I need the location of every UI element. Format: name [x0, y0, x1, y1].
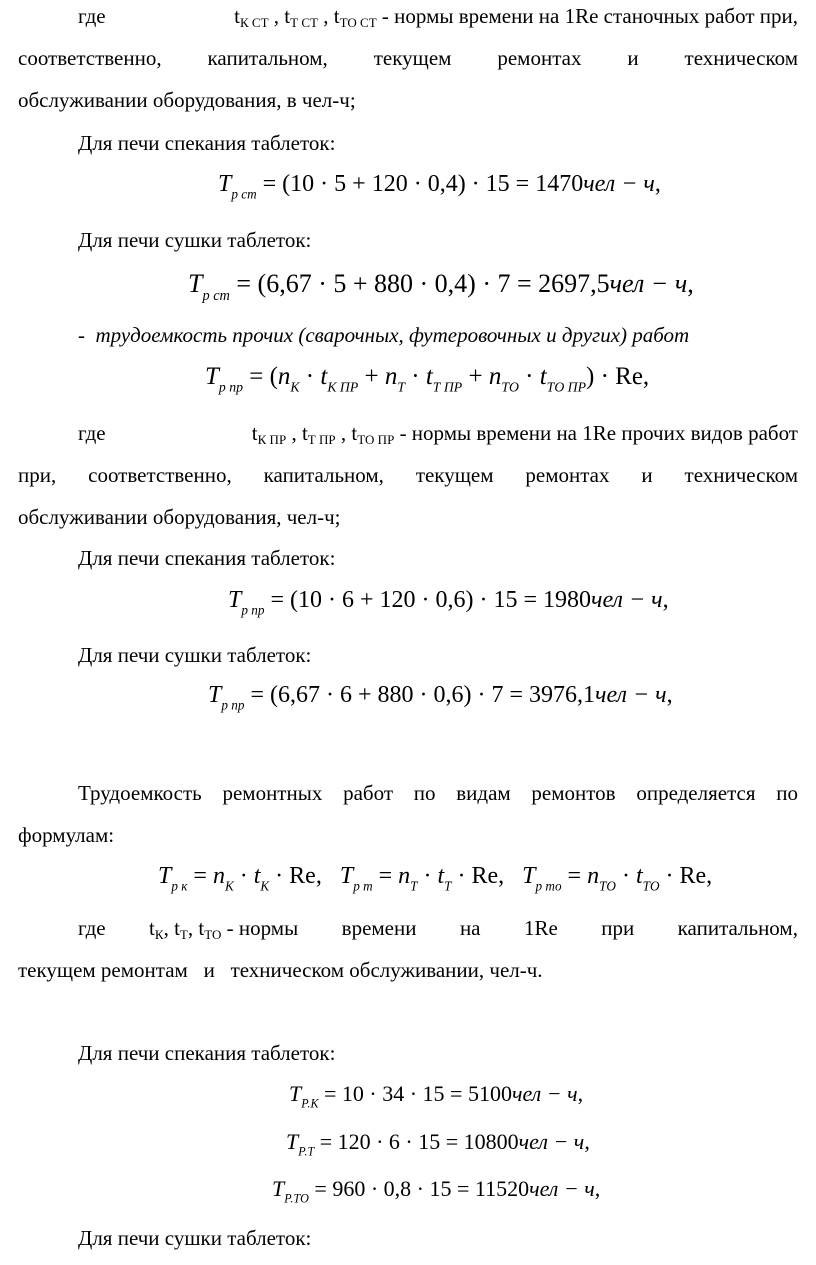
paragraph-2-line-1 — [78, 421, 798, 446]
equation-3: $T_{р пр} = (n_К \cdot t_{К ПР} + n_Т \cdot t_{Т ПР} + n_{ТО} \cdot t_{ТО ПР}) \cdot Re$, — [205, 363, 650, 395]
equation-4: $T_{р пр} = (10 \cdot 6 + 120 \cdot 0,6) \cdot 15 = 1980чел - ч$, — [228, 587, 669, 618]
heading-drying-1: Для печи сушки таблеток: — [78, 228, 312, 252]
equation-5: $T_{р пр} = (6,67 \cdot 6 + 880 \cdot 0,6) \cdot 7 = 3976,1чел - ч$, — [208, 682, 673, 713]
equation-8: $T_{Р.Т} = 120 \cdot 6 \cdot 15 = 10800чел - ч$, — [286, 1129, 590, 1159]
equation-1: $T_{р ст} = (10 \cdot 5 + 120 \cdot 0,4) \cdot 15 = 1470чел - ч$, — [218, 171, 661, 202]
heading-drying-2: Для печи сушки таблеток: — [78, 643, 312, 667]
paragraph-1-line-1 — [78, 4, 798, 29]
paragraph-4-line-2: текущем ремонтам и техническом обслуживании, чел-ч. — [18, 958, 543, 982]
word-gde: где — [78, 4, 106, 28]
paragraph-2-line-2: при, соответственно, капитальном, текущем ремонтах и техническом — [18, 463, 798, 487]
word-gde: где — [78, 421, 106, 445]
paragraph-1-line-3: обслуживании оборудования, в чел-ч; — [18, 88, 356, 112]
heading-sintering-2: Для печи спекания таблеток: — [78, 546, 336, 570]
paragraph-3-line-2: формулам: — [18, 823, 115, 847]
paragraph-1-line-2: соответственно, капитальном, текущем ремонтах и техническом — [18, 46, 798, 70]
paragraph-4-line-1: где $t_К$, $t_Т$, $t_{ТО}$ - нормы времени на 1Re при капитальном, — [78, 916, 798, 943]
heading-drying-3: Для печи сушки таблеток: — [78, 1226, 312, 1250]
paragraph-3-line-1: Трудоемкость ремонтных работ по видам ремонтов определяется по — [78, 781, 798, 805]
bullet-other-works: - трудоемкость прочих (сварочных, футеровочных и других) работ — [78, 323, 690, 347]
norm-list: $t_{К СТ}$ , $t_{Т СТ}$ , $t_{ТО СТ}$ - нормы времени на 1Re станочных работ при, — [234, 4, 798, 31]
norm-list: $t_{К ПР}$ , $t_{Т ПР}$ , $t_{ТО ПР}$ - нормы времени на 1Re прочих видов работ — [251, 421, 798, 448]
heading-sintering-1: Для печи спекания таблеток: — [78, 131, 336, 155]
equation-6: $T_{р к} = n_К \cdot t_К \cdot Re$, $T_{р т} = n_Т \cdot t_Т \cdot Re$, $T_{р то} = n_{ТО} \cdot t_{ТО} \cdot Re$, — [158, 863, 713, 894]
heading-sintering-3: Для печи спекания таблеток: — [78, 1041, 336, 1065]
paragraph-2-line-3: обслуживании оборудования, чел-ч; — [18, 505, 341, 529]
equation-7: $T_{Р.К} = 10 \cdot 34 \cdot 15 = 5100чел - ч$, — [289, 1081, 584, 1111]
equation-9: $T_{Р.ТО} = 960 \cdot 0,8 \cdot 15 = 11520чел - ч$, — [272, 1176, 601, 1206]
equation-2: $T_{р ст} = (6,67 \cdot 5 + 880 \cdot 0,4) \cdot 7 = 2697,5чел - ч$, — [188, 269, 694, 304]
